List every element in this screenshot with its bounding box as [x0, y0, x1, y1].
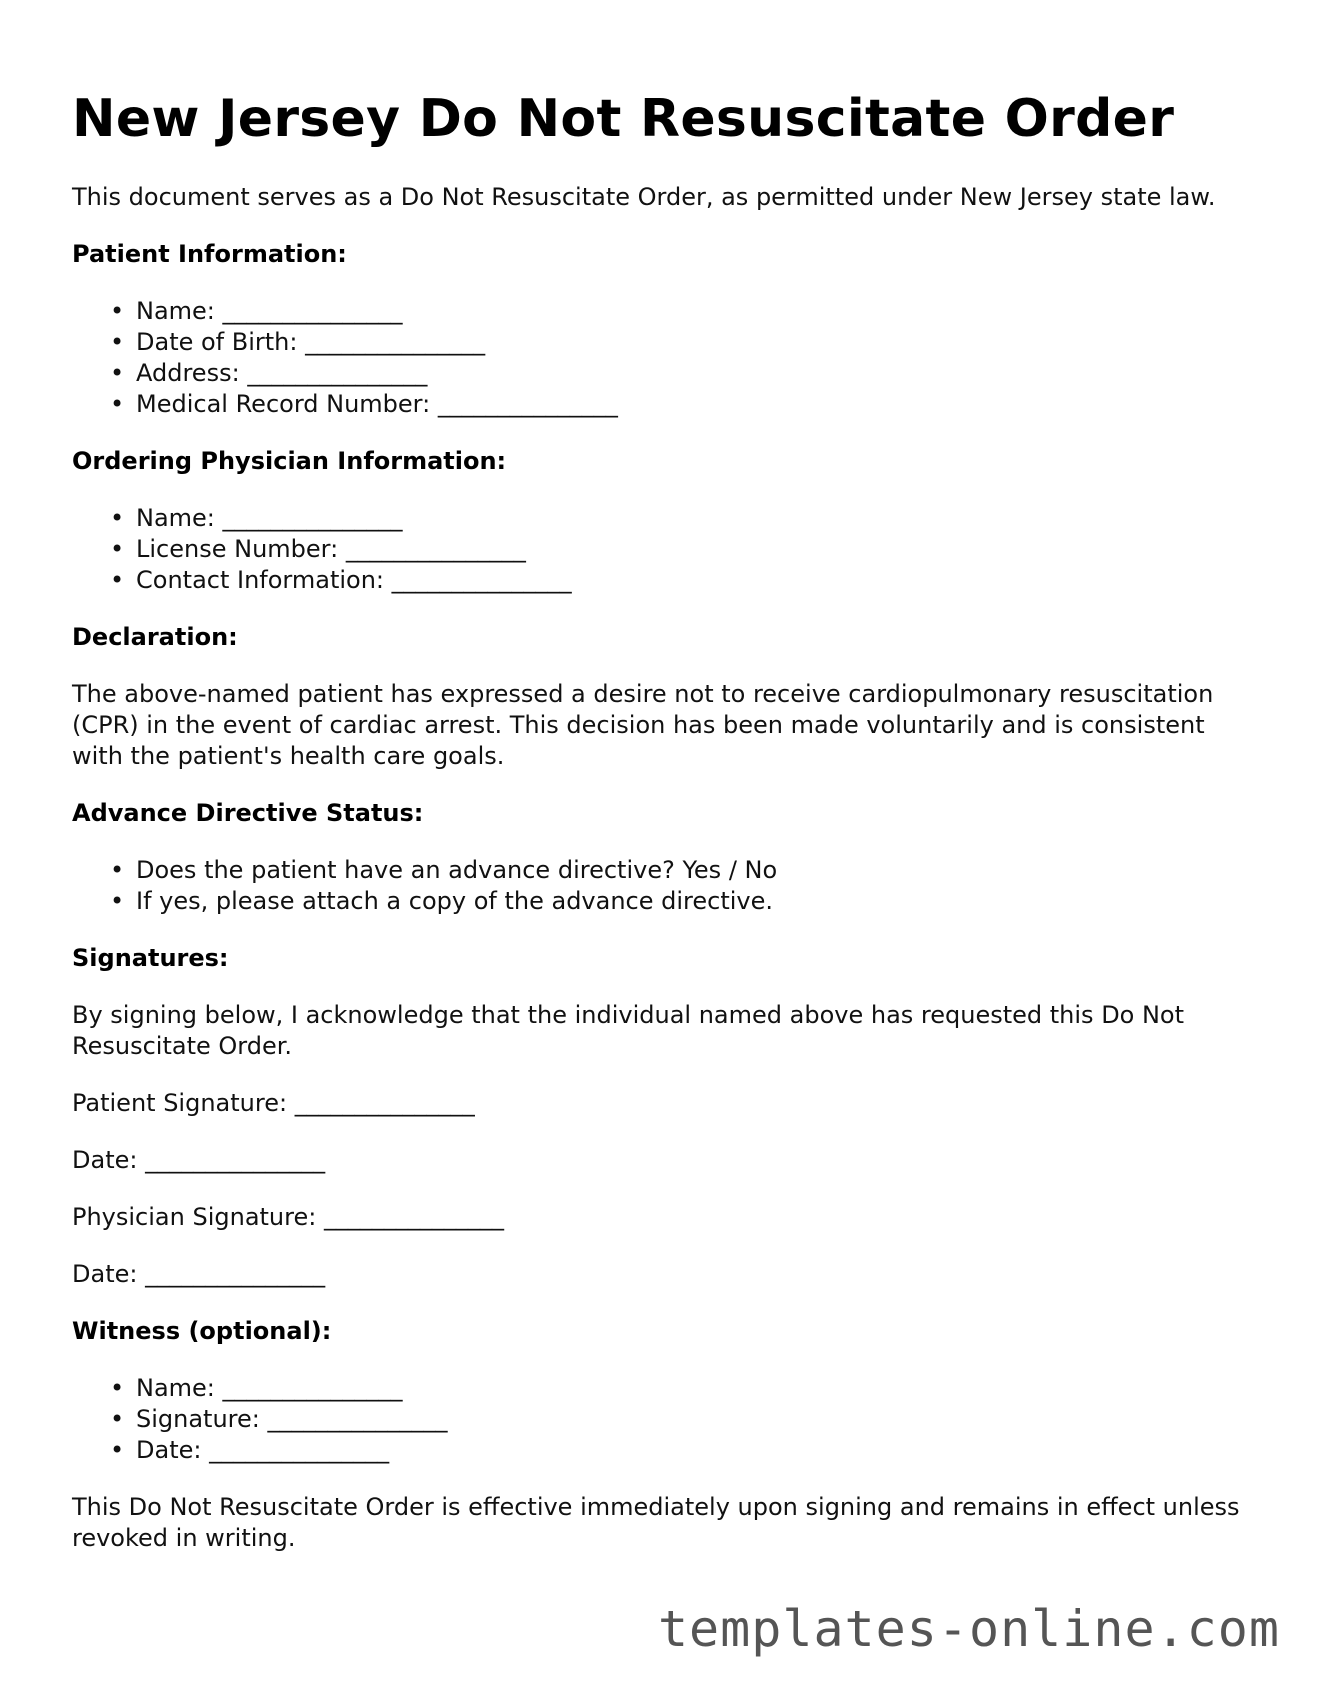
witness-heading: Witness (optional): [72, 1317, 332, 1346]
declaration-heading: Declaration: [72, 623, 238, 652]
bullet-icon: • [110, 1405, 125, 1434]
fill-blank[interactable]: _______________ [222, 297, 403, 326]
witness-list [72, 1373, 1262, 1466]
advance-directive-list [72, 855, 1262, 917]
fill-blank[interactable]: _______________ [305, 328, 486, 357]
list-item: • Medical Record Number: _______________ [110, 390, 618, 419]
fill-blank[interactable]: _______________ [345, 535, 526, 564]
list-item: • Name: _______________ [110, 297, 403, 326]
declaration-paragraph: The above-named patient has expressed a desire not to receive cardiopulmonary resuscitation (CPR) in the event of cardiac arrest. This decision has been made voluntarily and is consistent with the patient's health care goals. [72, 680, 1214, 771]
document-page [72, 88, 1262, 1580]
bullet-icon: • [110, 535, 125, 564]
list-item: • If yes, please attach a copy of the advance directive. [110, 887, 774, 916]
fill-blank[interactable]: _______________ [267, 1405, 448, 1434]
watermark-logo: templates-online.com [657, 1600, 1280, 1658]
fill-blank[interactable]: _______________ [323, 1203, 504, 1232]
fill-blank[interactable]: _______________ [222, 1374, 403, 1403]
fill-blank[interactable]: _______________ [209, 1436, 390, 1465]
list-item: • License Number: _______________ [110, 535, 526, 564]
fill-blank[interactable]: _______________ [222, 504, 403, 533]
physician-signature-line: Physician Signature: _______________ [72, 1203, 504, 1232]
list-item: • Date: _______________ [110, 1436, 390, 1465]
fill-blank[interactable]: _______________ [294, 1089, 475, 1118]
fill-blank[interactable]: _______________ [145, 1260, 326, 1289]
closing-paragraph: This Do Not Resuscitate Order is effective immediately upon signing and remains in effect unless revoked in writing. [72, 1493, 1240, 1553]
physician-info-list [72, 503, 1262, 596]
bullet-icon: • [110, 887, 125, 916]
fill-blank[interactable]: _______________ [437, 390, 618, 419]
patient-info-list [72, 296, 1262, 420]
signatures-paragraph: By signing below, I acknowledge that the individual named above has requested this Do Not Resuscitate Order. [72, 1001, 1185, 1061]
list-item: • Name: _______________ [110, 1374, 403, 1403]
patient-info-heading: Patient Information: [72, 240, 347, 269]
list-item: • Address: _______________ [110, 359, 428, 388]
bullet-icon: • [110, 1374, 125, 1403]
bullet-icon: • [110, 566, 125, 595]
fill-blank[interactable]: _______________ [247, 359, 428, 388]
fill-blank[interactable]: _______________ [145, 1146, 326, 1175]
list-item: • Signature: _______________ [110, 1405, 448, 1434]
bullet-icon: • [110, 856, 125, 885]
fill-blank[interactable]: _______________ [391, 566, 572, 595]
signatures-heading: Signatures: [72, 944, 229, 973]
patient-signature-line: Patient Signature: _______________ [72, 1089, 475, 1118]
bullet-icon: • [110, 328, 125, 357]
bullet-icon: • [110, 297, 125, 326]
patient-date-line: Date: _______________ [72, 1146, 326, 1175]
list-item: • Name: _______________ [110, 504, 403, 533]
physician-info-heading: Ordering Physician Information: [72, 447, 507, 476]
bullet-icon: • [110, 1436, 125, 1465]
advance-directive-heading: Advance Directive Status: [72, 799, 424, 828]
intro-paragraph: This document serves as a Do Not Resuscitate Order, as permitted under New Jersey state law. [72, 183, 1216, 212]
bullet-icon: • [110, 390, 125, 419]
physician-date-line: Date: _______________ [72, 1260, 326, 1289]
document-title: New Jersey Do Not Resuscitate Order [72, 89, 1175, 149]
list-item: • Does the patient have an advance directive? Yes / No [110, 856, 778, 885]
bullet-icon: • [110, 504, 125, 533]
list-item: • Contact Information: _______________ [110, 566, 572, 595]
list-item: • Date of Birth: _______________ [110, 328, 486, 357]
bullet-icon: • [110, 359, 125, 388]
